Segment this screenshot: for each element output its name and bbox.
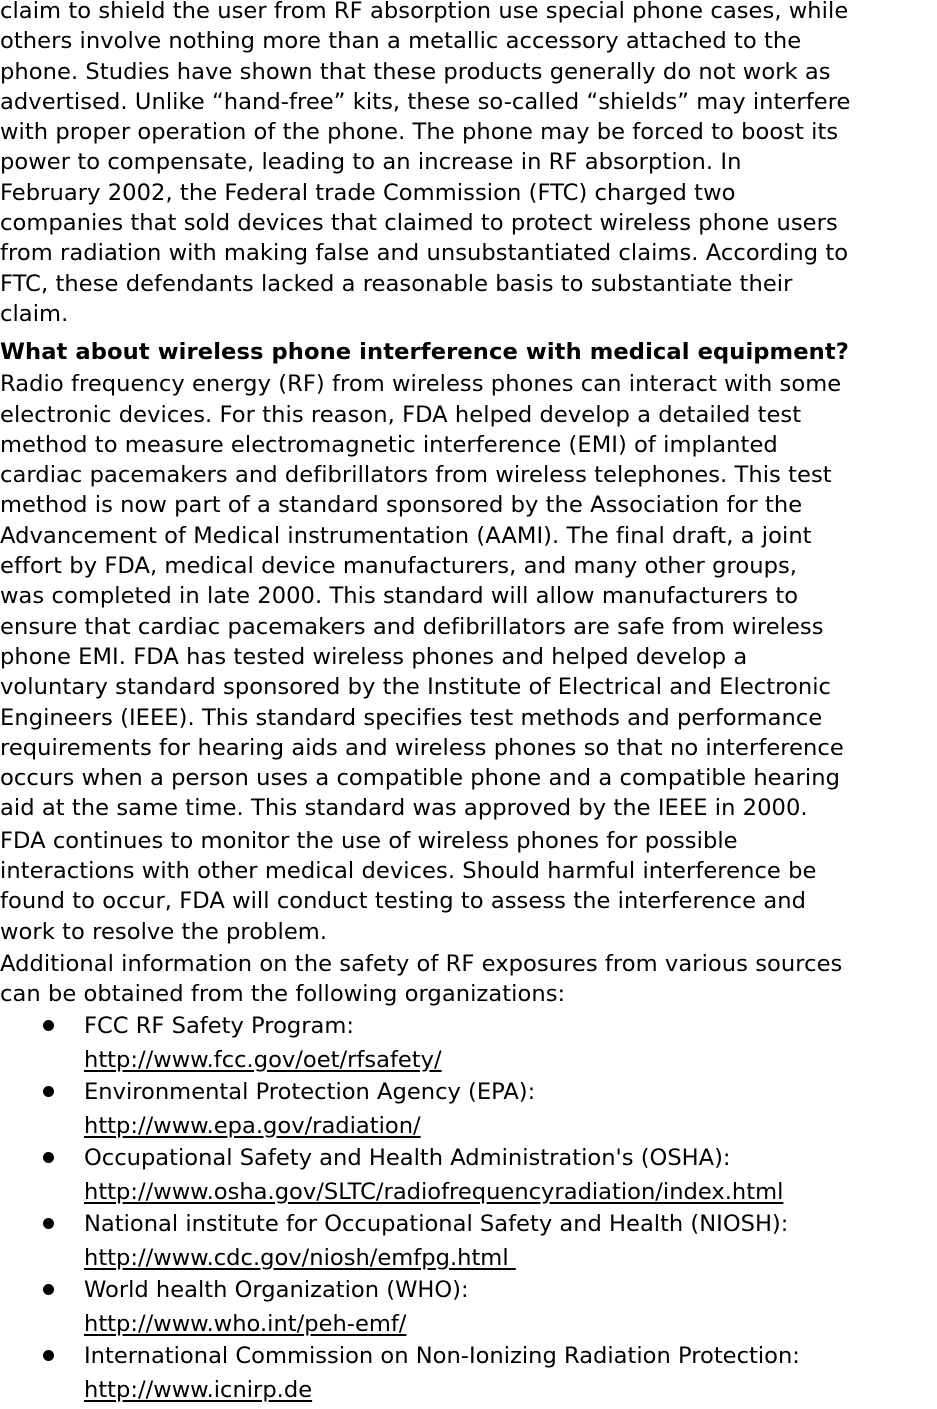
text-line: can be obtained from the following organizations: (0, 981, 566, 1008)
text-line: method to measure electromagnetic interference (EMI) of implanted (0, 431, 778, 458)
text-line: companies that sold devices that claimed to protect wireless phone users (0, 210, 838, 237)
text-line: Additional information on the safety of RF exposures from various sources (0, 950, 843, 977)
list-item (0, 1142, 937, 1208)
text-line: effort by FDA, medical device manufacturers, and many other groups, (0, 553, 798, 580)
list-item (0, 1274, 937, 1340)
emi-paragraph (0, 369, 937, 823)
text-line: voluntary standard sponsored by the Institute of Electrical and Electronic (0, 674, 832, 701)
text-line: was completed in late 2000. This standard will allow manufacturers to (0, 583, 799, 610)
organizations-list (0, 1010, 937, 1406)
text-line: phone. Studies have shown that these products generally do not work as (0, 58, 831, 85)
text-line: others involve nothing more than a metallic accessory attached to the (0, 28, 802, 55)
text-line: February 2002, the Federal trade Commission (FTC) charged two (0, 179, 736, 206)
text-line: from radiation with making false and unsubstantiated claims. According to (0, 240, 849, 267)
text-line: Radio frequency energy (RF) from wireless phones can interact with some (0, 371, 842, 398)
organization-link[interactable]: http://www.epa.gov/radiation/ (84, 1112, 421, 1139)
organization-link[interactable]: http://www.icnirp.de (84, 1376, 313, 1403)
bullet-icon (43, 1086, 54, 1097)
text-line: occurs when a person uses a compatible phone and a compatible hearing (0, 765, 840, 792)
additional-info-paragraph (0, 949, 937, 1010)
list-item (0, 1340, 937, 1406)
list-item (0, 1208, 937, 1274)
organization-name: International Commission on Non-Ionizing Radiation Protection: (84, 1342, 800, 1369)
text-line: FDA continues to monitor the use of wireless phones for possible (0, 827, 738, 854)
text-line: requirements for hearing aids and wireless phones so that no interference (0, 734, 844, 761)
bullet-icon (43, 1350, 54, 1361)
text-line: phone EMI. FDA has tested wireless phones and helped develop a (0, 643, 748, 670)
monitoring-paragraph (0, 826, 937, 947)
text-line: interactions with other medical devices. Should harmful interference be (0, 858, 817, 885)
bullet-icon (43, 1020, 54, 1031)
organization-link[interactable]: http://www.osha.gov/SLTC/radiofrequencyradiation/index.html (84, 1178, 784, 1205)
section-heading: What about wireless phone interference with medical equipment? (0, 339, 849, 366)
text-line: work to resolve the problem. (0, 918, 328, 945)
text-line: FTC, these defendants lacked a reasonable basis to substantiate their (0, 270, 793, 297)
text-line: advertised. Unlike “hand-free” kits, these so-called “shields” may interfere (0, 88, 851, 115)
text-line: electronic devices. For this reason, FDA helped develop a detailed test (0, 401, 802, 428)
list-item (0, 1010, 937, 1076)
organization-link[interactable]: http://www.cdc.gov/niosh/emfpg.html (84, 1244, 516, 1271)
bullet-icon (43, 1218, 54, 1229)
organization-name: World health Organization (WHO): (84, 1276, 469, 1303)
list-item (0, 1076, 937, 1142)
organization-name: National institute for Occupational Safety and Health (NIOSH): (84, 1210, 789, 1237)
text-line: Engineers (IEEE). This standard specifies test methods and performance (0, 704, 823, 731)
organization-name: Occupational Safety and Health Administration's (OSHA): (84, 1144, 731, 1171)
text-line: aid at the same time. This standard was approved by the IEEE in 2000. (0, 795, 808, 822)
text-line: ensure that cardiac pacemakers and defibrillators are safe from wireless (0, 613, 824, 640)
text-line: power to compensate, leading to an increase in RF absorption. In (0, 149, 742, 176)
organization-link[interactable]: http://www.fcc.gov/oet/rfsafety/ (84, 1046, 442, 1073)
text-line: Advancement of Medical instrumentation (AAMI). The final draft, a joint (0, 522, 812, 549)
organization-name: FCC RF Safety Program: (84, 1012, 354, 1039)
text-line: found to occur, FDA will conduct testing to assess the interference and (0, 888, 806, 915)
bullet-icon (43, 1284, 54, 1295)
text-line: method is now part of a standard sponsored by the Association for the (0, 492, 803, 519)
text-line: claim to shield the user from RF absorption use special phone cases, while (0, 0, 849, 24)
bullet-icon (43, 1152, 54, 1163)
intro-paragraph (0, 0, 937, 329)
text-line: claim. (0, 300, 69, 327)
text-line: with proper operation of the phone. The phone may be forced to boost its (0, 119, 839, 146)
text-line: cardiac pacemakers and defibrillators from wireless telephones. This test (0, 462, 832, 489)
organization-name: Environmental Protection Agency (EPA): (84, 1078, 536, 1105)
organization-link[interactable]: http://www.who.int/peh-emf/ (84, 1310, 407, 1337)
